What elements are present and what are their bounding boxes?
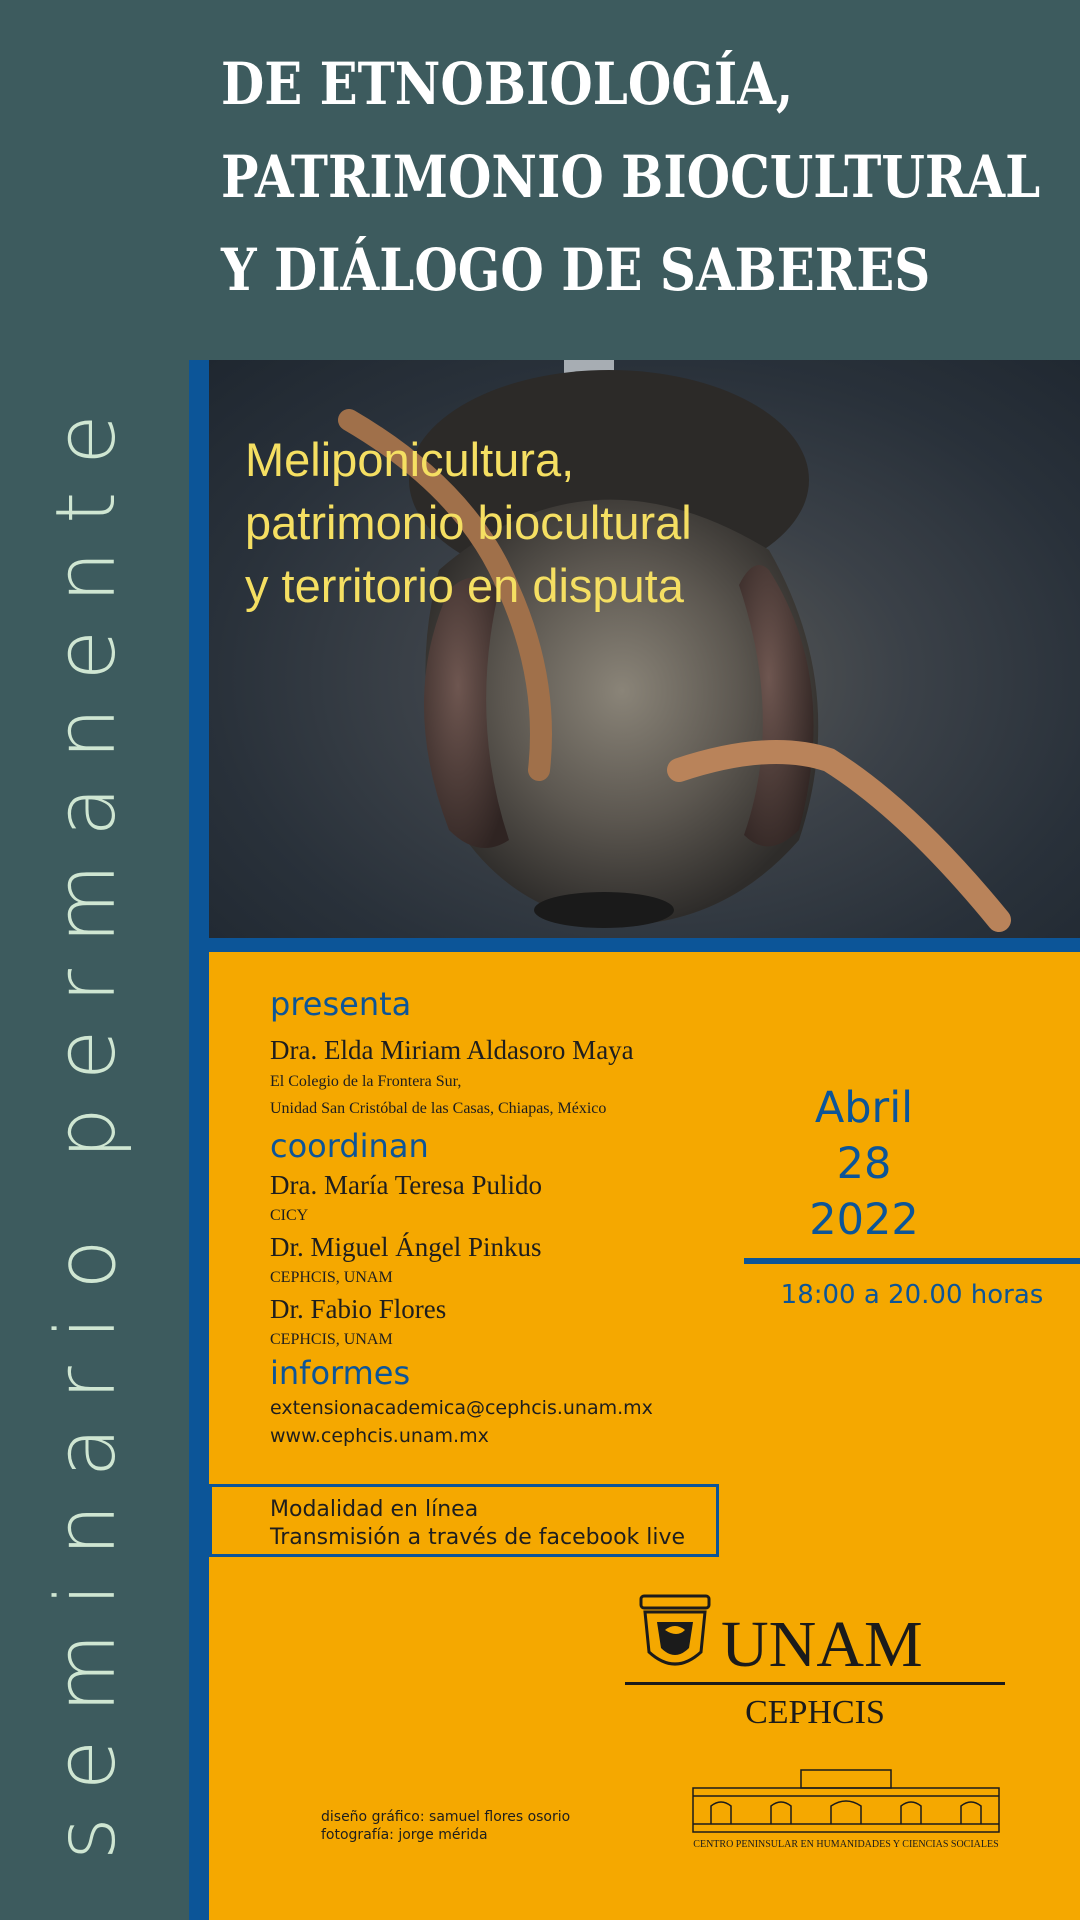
talk-title-line-3: y territorio en disputa [245, 559, 684, 612]
unam-logo-text: UNAM [721, 1608, 923, 1681]
date-divider [744, 1258, 1080, 1264]
header [189, 0, 1080, 360]
talk-title-line-2: patrimonio biocultural [245, 496, 692, 549]
cephcis-logo-text: CEPHCIS [745, 1694, 885, 1731]
event-time: 18:00 a 20.00 horas [780, 1280, 1044, 1310]
modality-line-2: Transmisión a través de facebook live [270, 1525, 686, 1550]
details-panel [209, 952, 1080, 1920]
presenter-label: presenta [270, 985, 412, 1023]
logo-divider [625, 1682, 1005, 1685]
event-month: Abril [814, 1083, 914, 1133]
talk-title [245, 428, 692, 617]
modality-box [209, 1484, 719, 1557]
cephcis-building-icon [691, 1762, 1001, 1836]
credits [321, 1808, 570, 1844]
design-credit: diseño gráfico: samuel flores osorio [321, 1809, 571, 1825]
coordinators-label: coordinan [270, 1127, 429, 1165]
talk-title-line-1: Meliponicultura, [245, 433, 575, 486]
coordinator-affiliation-3: CEPHCIS, UNAM [270, 1331, 393, 1348]
bee-mandibles [534, 892, 674, 928]
blue-divider-band [209, 938, 1080, 952]
seminar-title-line-2: PATRIMONIO BIOCULTURAL [221, 143, 1041, 211]
coordinator-name-3: Dr. Fabio Flores [270, 1294, 447, 1324]
coordinator-affiliation-1: CICY [270, 1207, 309, 1224]
vertical-title: seminario permanente [39, 387, 134, 1860]
seminar-title-line-3: Y DIÁLOGO DE SABERES [221, 236, 931, 304]
seminar-title-line-1: DE ETNOBIOLOGÍA, [221, 50, 794, 118]
coordinator-name-2: Dr. Miguel Ángel Pinkus [270, 1232, 542, 1262]
coordinator-name-1: Dra. María Teresa Pulido [270, 1170, 543, 1200]
coordinator-affiliation-2: CEPHCIS, UNAM [270, 1269, 393, 1286]
presenter-name: Dra. Elda Miriam Aldasoro Maya [270, 1035, 634, 1065]
photo-credit: fotografía: jorge mérida [321, 1827, 488, 1843]
presenter-affiliation-2: Unidad San Cristóbal de las Casas, Chiapas, México [270, 1100, 607, 1117]
unam-crest-icon [637, 1592, 713, 1678]
logo-area [625, 1592, 1025, 1912]
presenter-affiliation-1: El Colegio de la Frontera Sur, [270, 1073, 462, 1090]
center-full-name: CENTRO PENINSULAR EN HUMANIDADES Y CIENCIAS SOCIALES [693, 1839, 999, 1850]
blue-side-stripe [189, 360, 209, 1920]
info-label: informes [270, 1354, 411, 1392]
event-date [739, 1080, 989, 1248]
seminar-title [221, 38, 1040, 317]
info-website[interactable]: www.cephcis.unam.mx [270, 1425, 489, 1447]
event-day: 28 [836, 1139, 892, 1189]
event-year: 2022 [809, 1195, 919, 1245]
info-email[interactable]: extensionacademica@cephcis.unam.mx [270, 1397, 653, 1419]
sidebar [0, 0, 189, 1920]
modality-line-1: Modalidad en línea [270, 1497, 479, 1522]
bee-photo [209, 360, 1080, 938]
